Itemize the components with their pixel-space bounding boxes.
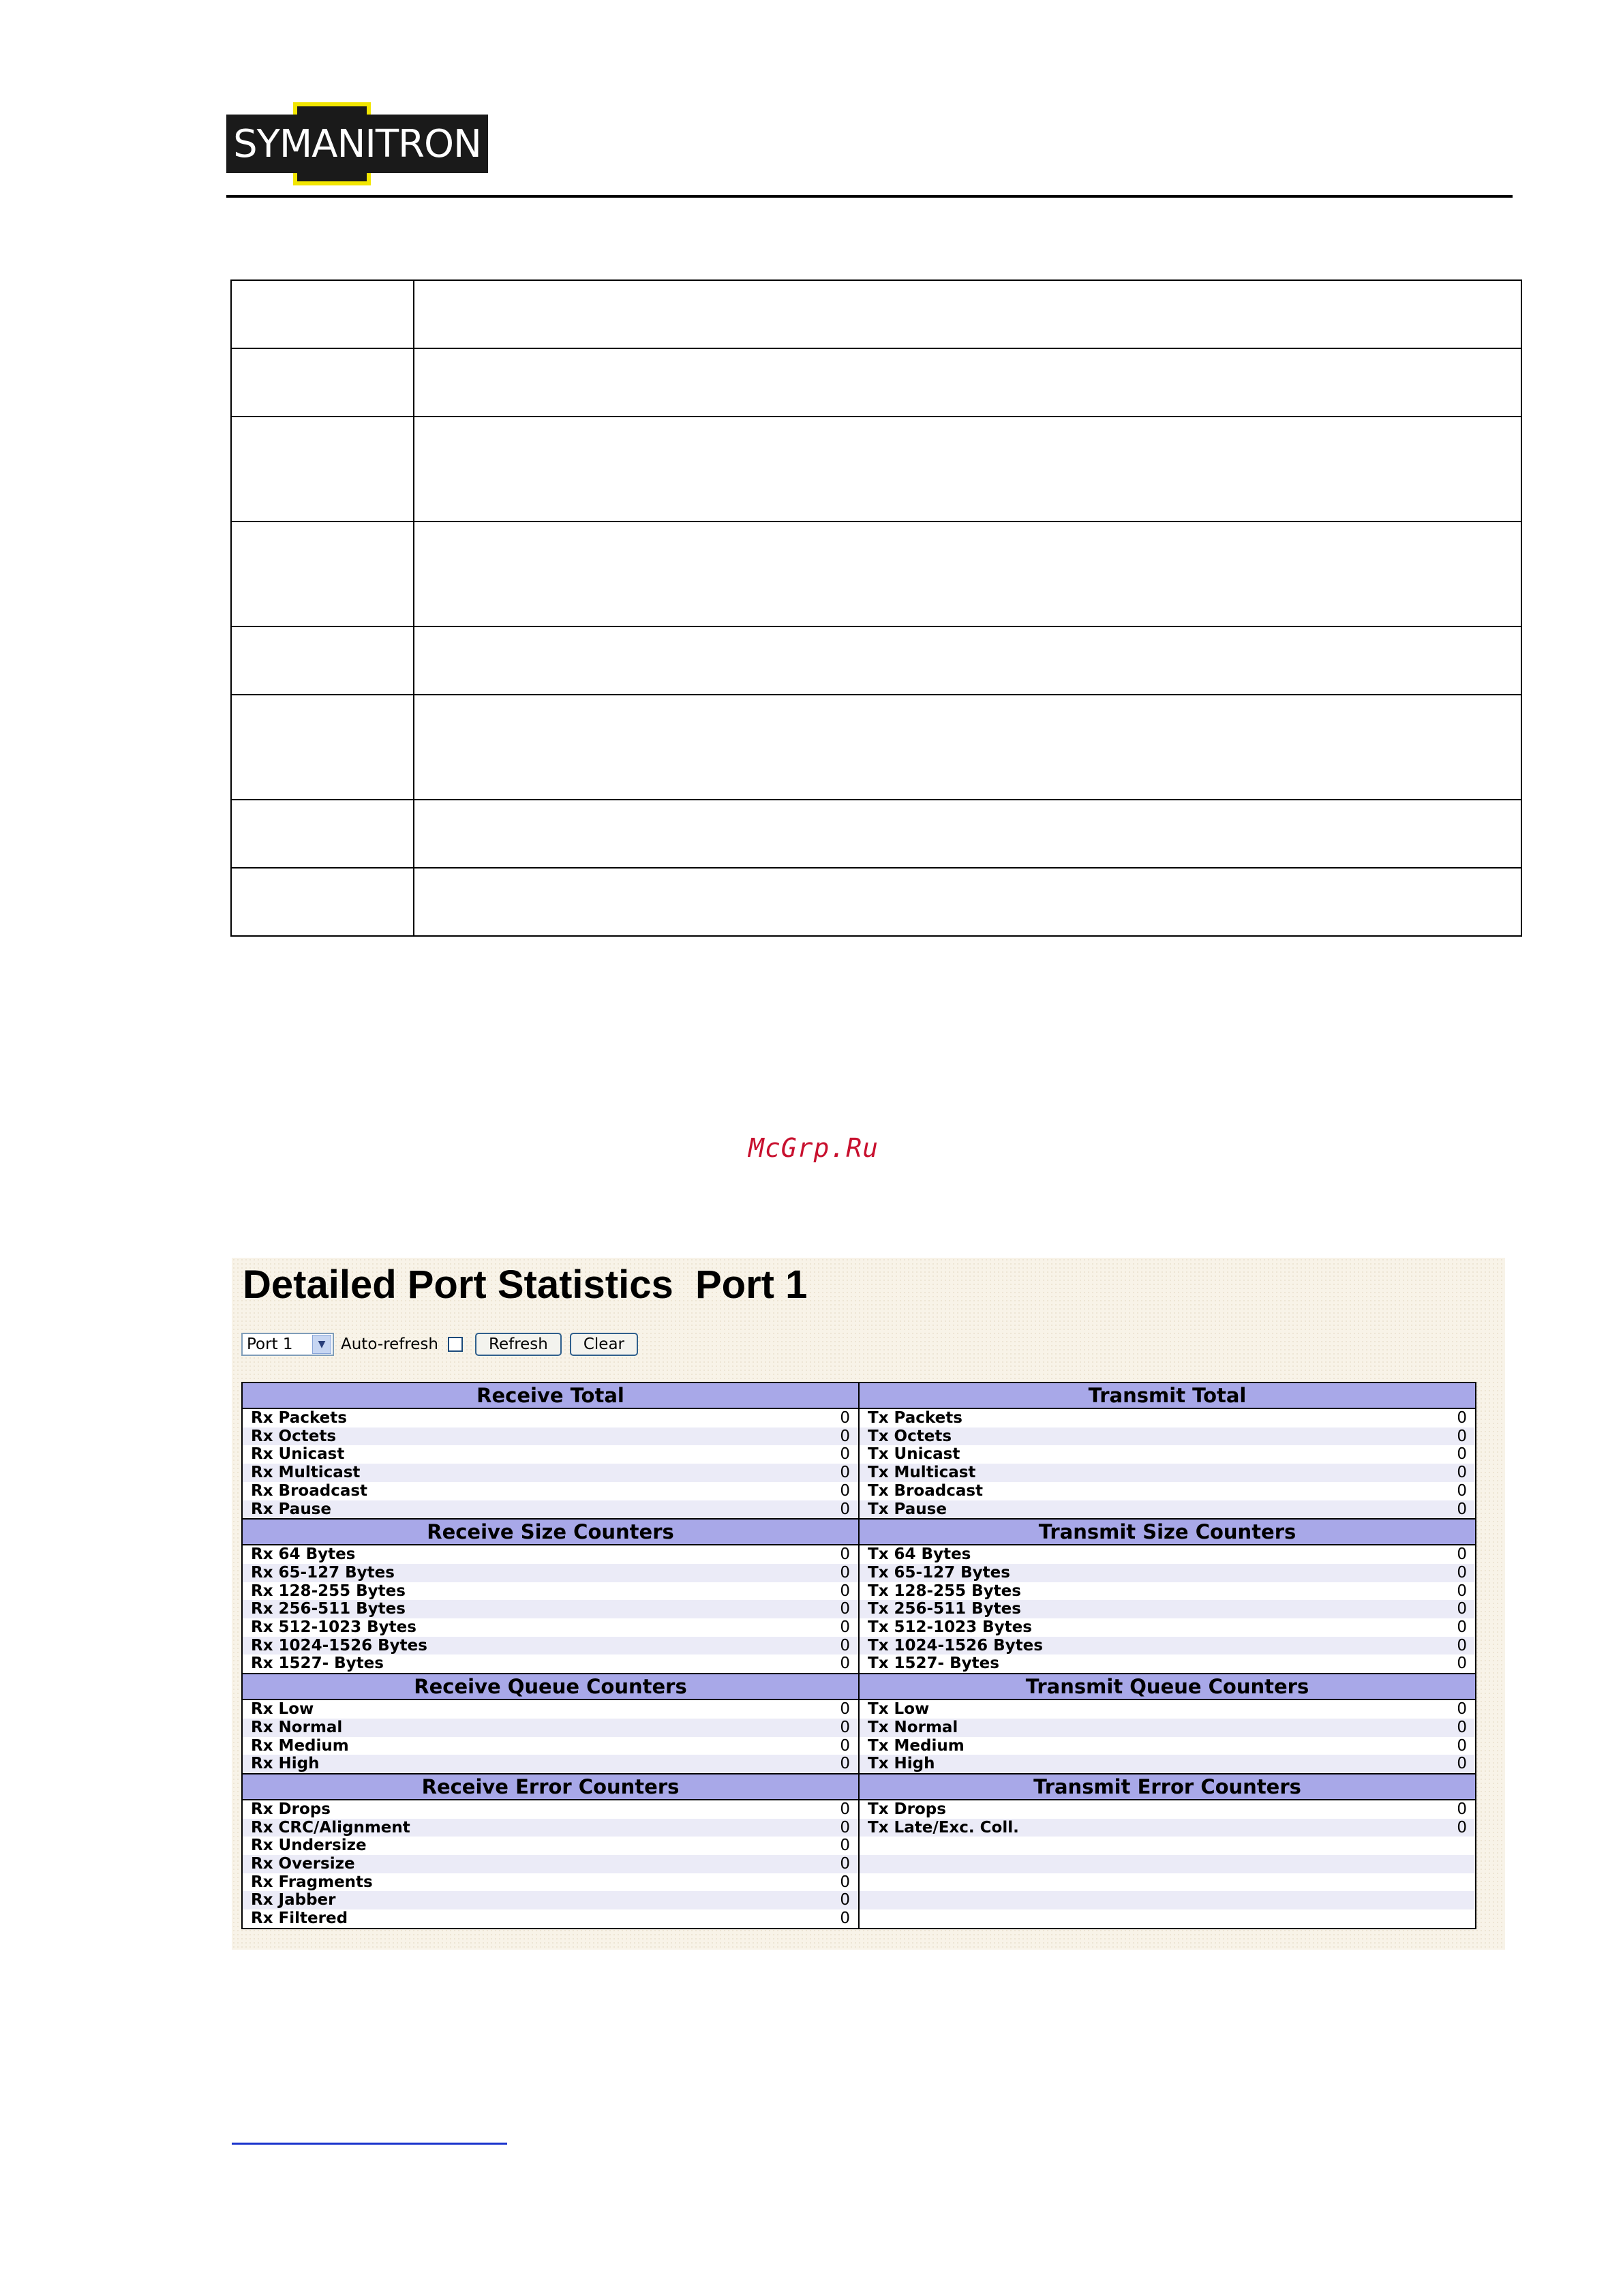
rx-counter-label: Rx 1024-1526 Bytes xyxy=(242,1637,794,1655)
receive-section-header: Receive Error Counters xyxy=(242,1774,859,1800)
table-cell xyxy=(414,868,1521,936)
receive-section-header: Receive Size Counters xyxy=(242,1519,859,1545)
rx-counter-value: 0 xyxy=(794,1837,859,1855)
receive-section-header: Receive Queue Counters xyxy=(242,1674,859,1700)
rx-counter-value: 0 xyxy=(794,1618,859,1637)
rx-counter-value: 0 xyxy=(794,1582,859,1601)
tx-counter-label: Tx Broadcast xyxy=(859,1482,1411,1500)
rx-counter-value: 0 xyxy=(794,1464,859,1482)
rx-counter-value: 0 xyxy=(794,1564,859,1582)
table-cell xyxy=(231,522,414,626)
table-row xyxy=(242,1618,1476,1637)
tx-counter-label: Tx Drops xyxy=(859,1800,1411,1819)
tx-counter-label: Tx Packets xyxy=(859,1408,1411,1428)
table-row xyxy=(242,1637,1476,1655)
rx-counter-label: Rx Unicast xyxy=(242,1445,794,1464)
table-row xyxy=(242,1582,1476,1601)
tx-counter-label: Tx 1527- Bytes xyxy=(859,1655,1411,1674)
tx-counter-label xyxy=(859,1837,1411,1855)
tx-counter-value: 0 xyxy=(1411,1500,1476,1520)
rx-counter-label: Rx Low xyxy=(242,1700,794,1719)
table-row xyxy=(242,1464,1476,1482)
rx-counter-label: Rx Filtered xyxy=(242,1909,794,1929)
rx-counter-value: 0 xyxy=(794,1800,859,1819)
rx-counter-value: 0 xyxy=(794,1819,859,1837)
table-cell xyxy=(231,868,414,936)
table-cell xyxy=(414,280,1521,348)
tx-counter-value: 0 xyxy=(1411,1755,1476,1774)
table-row xyxy=(242,1500,1476,1520)
rx-counter-label: Rx Multicast xyxy=(242,1464,794,1482)
table-row xyxy=(242,1655,1476,1674)
rx-counter-label: Rx CRC/Alignment xyxy=(242,1819,794,1837)
rx-counter-value: 0 xyxy=(794,1873,859,1892)
table-row xyxy=(242,1909,1476,1929)
table-cell xyxy=(414,522,1521,626)
auto-refresh-label: Auto-refresh xyxy=(341,1335,438,1353)
tx-counter-label: Tx Unicast xyxy=(859,1445,1411,1464)
tx-counter-label: Tx 1024-1526 Bytes xyxy=(859,1637,1411,1655)
transmit-section-header: Transmit Queue Counters xyxy=(859,1674,1476,1700)
tx-counter-label: Tx Normal xyxy=(859,1719,1411,1737)
rx-counter-label: Rx 1527- Bytes xyxy=(242,1655,794,1674)
rx-counter-label: Rx 64 Bytes xyxy=(242,1545,794,1564)
page-title: Detailed Port Statistics Port 1 xyxy=(243,1263,808,1307)
tx-counter-label: Tx 64 Bytes xyxy=(859,1545,1411,1564)
table-row xyxy=(242,1819,1476,1837)
rx-counter-value: 0 xyxy=(794,1737,859,1755)
tx-counter-value: 0 xyxy=(1411,1428,1476,1446)
rx-counter-label: Rx 128-255 Bytes xyxy=(242,1582,794,1601)
tx-counter-label: Tx Late/Exc. Coll. xyxy=(859,1819,1411,1837)
tx-counter-value: 0 xyxy=(1411,1482,1476,1500)
tx-counter-value: 0 xyxy=(1411,1408,1476,1428)
section-header-row xyxy=(242,1383,1476,1408)
rx-counter-value: 0 xyxy=(794,1445,859,1464)
rx-counter-value: 0 xyxy=(794,1755,859,1774)
tx-counter-value: 0 xyxy=(1411,1582,1476,1601)
tx-counter-label: Tx Octets xyxy=(859,1428,1411,1446)
tx-counter-label: Tx Medium xyxy=(859,1737,1411,1755)
transmit-section-header: Transmit Total xyxy=(859,1383,1476,1408)
table-row xyxy=(242,1755,1476,1774)
tx-counter-label: Tx 256-511 Bytes xyxy=(859,1600,1411,1618)
tx-counter-label: Tx 512-1023 Bytes xyxy=(859,1618,1411,1637)
tx-counter-value xyxy=(1411,1909,1476,1929)
tx-counter-value: 0 xyxy=(1411,1737,1476,1755)
table-row xyxy=(242,1428,1476,1446)
table-cell xyxy=(231,417,414,522)
rx-counter-value: 0 xyxy=(794,1909,859,1929)
tx-counter-value: 0 xyxy=(1411,1564,1476,1582)
tx-counter-label: Tx Pause xyxy=(859,1500,1411,1520)
table-row xyxy=(242,1564,1476,1582)
table-cell xyxy=(231,348,414,417)
rx-counter-value: 0 xyxy=(794,1408,859,1428)
table-row xyxy=(242,1891,1476,1909)
table-row xyxy=(242,1873,1476,1892)
receive-section-header: Receive Total xyxy=(242,1383,859,1408)
rx-counter-label: Rx Broadcast xyxy=(242,1482,794,1500)
tx-counter-label: Tx Multicast xyxy=(859,1464,1411,1482)
section-header-row xyxy=(242,1674,1476,1700)
footnote-rule xyxy=(232,2143,507,2145)
table-cell xyxy=(231,626,414,695)
table-row xyxy=(242,1482,1476,1500)
tx-counter-value xyxy=(1411,1873,1476,1892)
table-row xyxy=(242,1800,1476,1819)
tx-counter-label xyxy=(859,1891,1411,1909)
tx-counter-value: 0 xyxy=(1411,1600,1476,1618)
rx-counter-value: 0 xyxy=(794,1891,859,1909)
rx-counter-label: Rx Oversize xyxy=(242,1855,794,1873)
tx-counter-label: Tx Low xyxy=(859,1700,1411,1719)
tx-counter-value xyxy=(1411,1837,1476,1855)
rx-counter-value: 0 xyxy=(794,1482,859,1500)
rx-counter-label: Rx Octets xyxy=(242,1428,794,1446)
symanitron-logo xyxy=(226,102,488,185)
table-cell xyxy=(414,348,1521,417)
rx-counter-value: 0 xyxy=(794,1655,859,1674)
rx-counter-label: Rx Medium xyxy=(242,1737,794,1755)
table-row xyxy=(242,1445,1476,1464)
refresh-button[interactable]: Refresh xyxy=(475,1333,562,1356)
tx-counter-label: Tx 128-255 Bytes xyxy=(859,1582,1411,1601)
tx-counter-value: 0 xyxy=(1411,1700,1476,1719)
rx-counter-value: 0 xyxy=(794,1545,859,1564)
tx-counter-label: Tx 65-127 Bytes xyxy=(859,1564,1411,1582)
rx-counter-label: Rx Normal xyxy=(242,1719,794,1737)
auto-refresh-checkbox[interactable] xyxy=(448,1337,463,1352)
logo-text: SYMANITRON xyxy=(233,122,481,166)
tx-counter-value: 0 xyxy=(1411,1655,1476,1674)
rx-counter-value: 0 xyxy=(794,1600,859,1618)
port-statistics-panel xyxy=(232,1258,1505,1950)
description-table xyxy=(230,280,1522,937)
tx-counter-value: 0 xyxy=(1411,1545,1476,1564)
rx-counter-value: 0 xyxy=(794,1637,859,1655)
table-row xyxy=(242,1408,1476,1428)
rx-counter-label: Rx High xyxy=(242,1755,794,1774)
table-row xyxy=(242,1855,1476,1873)
rx-counter-label: Rx 512-1023 Bytes xyxy=(242,1618,794,1637)
table-cell xyxy=(414,800,1521,868)
tx-counter-label xyxy=(859,1855,1411,1873)
table-cell xyxy=(231,695,414,800)
section-header-row xyxy=(242,1774,1476,1800)
table-row xyxy=(242,1700,1476,1719)
table-row xyxy=(242,1837,1476,1855)
tx-counter-value: 0 xyxy=(1411,1637,1476,1655)
tx-counter-value: 0 xyxy=(1411,1445,1476,1464)
rx-counter-value: 0 xyxy=(794,1500,859,1520)
statistics-table xyxy=(241,1382,1476,1929)
tx-counter-value xyxy=(1411,1891,1476,1909)
tx-counter-label: Tx High xyxy=(859,1755,1411,1774)
rx-counter-label: Rx 256-511 Bytes xyxy=(242,1600,794,1618)
rx-counter-label: Rx Jabber xyxy=(242,1891,794,1909)
clear-button[interactable]: Clear xyxy=(570,1333,638,1356)
tx-counter-value: 0 xyxy=(1411,1800,1476,1819)
port-select[interactable] xyxy=(241,1333,334,1356)
transmit-section-header: Transmit Size Counters xyxy=(859,1519,1476,1545)
table-row xyxy=(242,1719,1476,1737)
port-select-value: Port 1 xyxy=(247,1335,293,1353)
chevron-down-icon[interactable]: ▼ xyxy=(312,1335,331,1354)
tx-counter-label xyxy=(859,1873,1411,1892)
controls-bar xyxy=(241,1331,646,1357)
rx-counter-value: 0 xyxy=(794,1719,859,1737)
tx-counter-value: 0 xyxy=(1411,1819,1476,1837)
tx-counter-value: 0 xyxy=(1411,1719,1476,1737)
rx-counter-value: 0 xyxy=(794,1428,859,1446)
table-row xyxy=(242,1737,1476,1755)
table-cell xyxy=(231,280,414,348)
rx-counter-label: Rx Fragments xyxy=(242,1873,794,1892)
rx-counter-value: 0 xyxy=(794,1855,859,1873)
watermark: McGrp.Ru xyxy=(748,1133,879,1163)
rx-counter-value: 0 xyxy=(794,1700,859,1719)
table-cell xyxy=(231,800,414,868)
table-cell xyxy=(414,417,1521,522)
rx-counter-label: Rx Drops xyxy=(242,1800,794,1819)
rx-counter-label: Rx Pause xyxy=(242,1500,794,1520)
table-row xyxy=(242,1600,1476,1618)
table-cell xyxy=(414,695,1521,800)
rx-counter-label: Rx Undersize xyxy=(242,1837,794,1855)
header-rule xyxy=(226,195,1513,198)
table-row xyxy=(242,1545,1476,1564)
rx-counter-label: Rx Packets xyxy=(242,1408,794,1428)
section-header-row xyxy=(242,1519,1476,1545)
tx-counter-value: 0 xyxy=(1411,1618,1476,1637)
tx-counter-value xyxy=(1411,1855,1476,1873)
rx-counter-label: Rx 65-127 Bytes xyxy=(242,1564,794,1582)
tx-counter-label xyxy=(859,1909,1411,1929)
tx-counter-value: 0 xyxy=(1411,1464,1476,1482)
transmit-section-header: Transmit Error Counters xyxy=(859,1774,1476,1800)
table-cell xyxy=(414,626,1521,695)
